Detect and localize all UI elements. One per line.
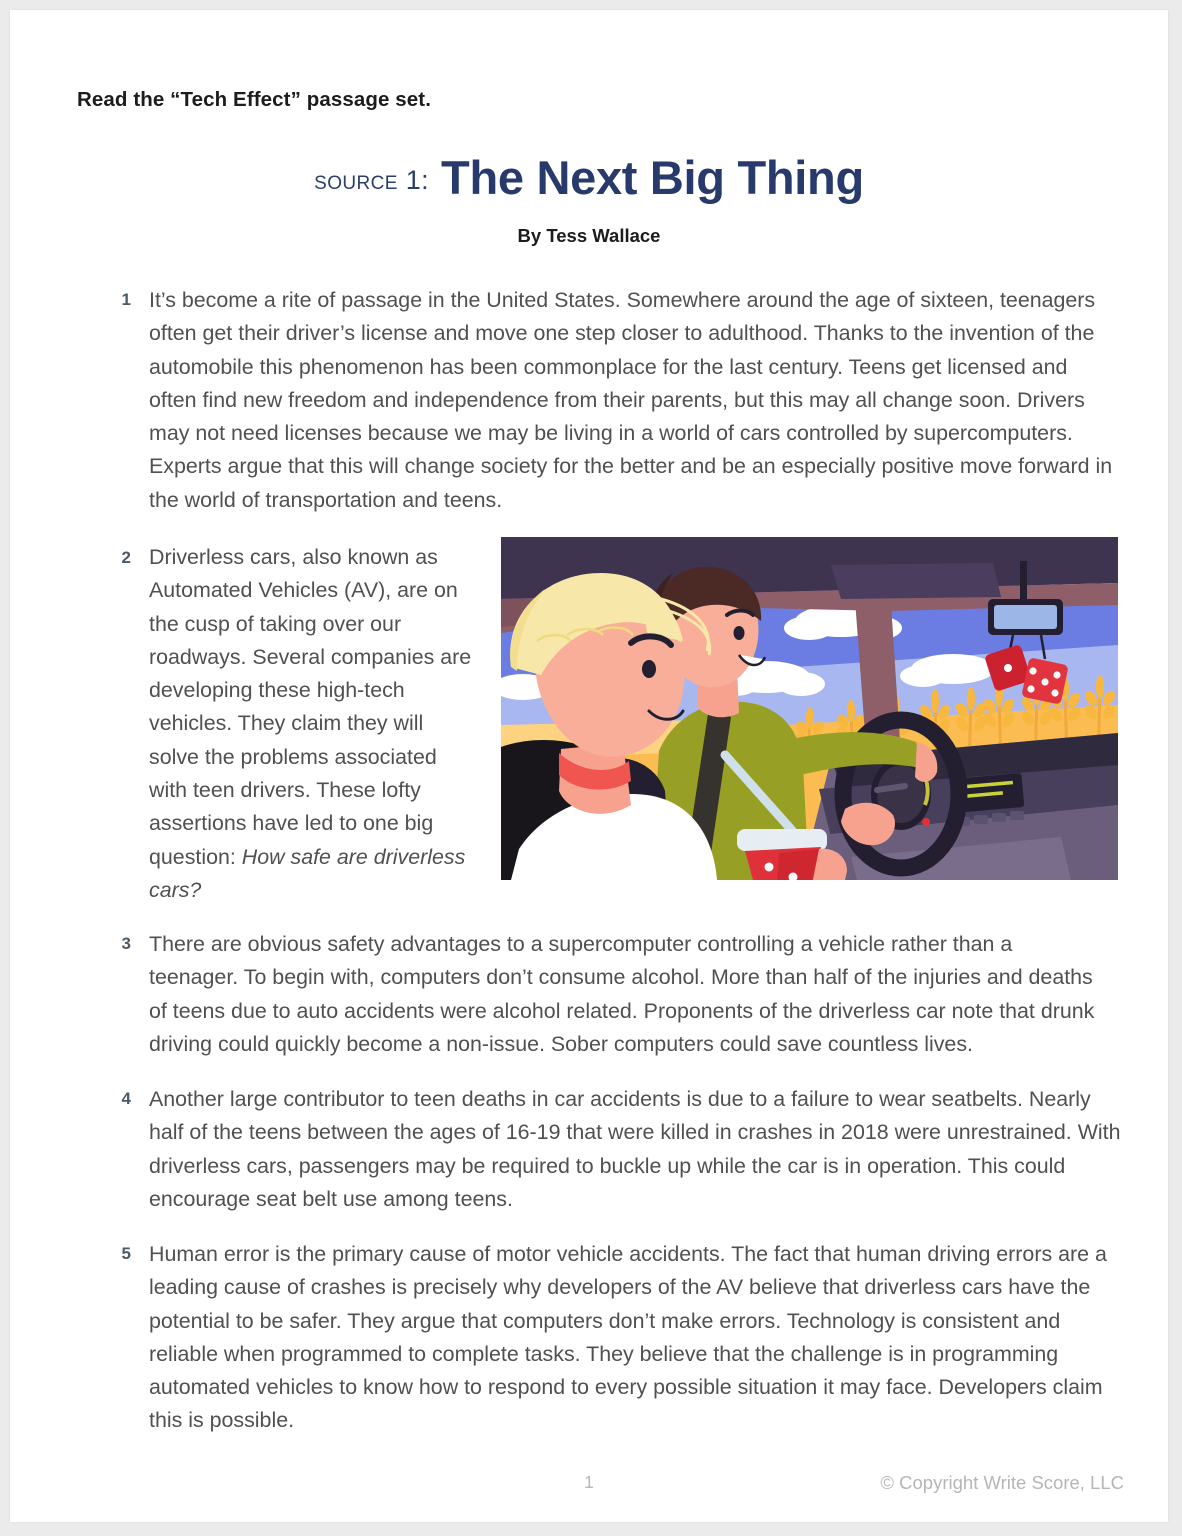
sunvisor <box>831 563 1001 599</box>
page-title: The Next Big Thing <box>441 151 864 204</box>
paragraph-number-4: 4 <box>121 1089 131 1108</box>
paragraph-4: Another large contributor to teen deaths in car accidents is due to a failure to wear seatbelts. Nearly half of the teens between the ages of 16-19 that were killed in crashes in 2018 were unrestrained. With driverless cars, passengers may be required to buckle up while the car is in operation. This could encourage seat belt use among teens. <box>149 1087 1121 1211</box>
footer-copyright: © Copyright Write Score, LLC <box>880 1472 1124 1493</box>
paragraph-2 <box>149 541 474 907</box>
reading-instruction: Read the “Tech Effect” passage set. <box>77 88 432 111</box>
author-byline: By Tess Wallace <box>517 225 661 246</box>
car-interior-illustration <box>501 537 1118 880</box>
paragraph-5: Human error is the primary cause of motor vehicle accidents. The fact that human driving errors are a leading cause of crashes is precisely why developers of the AV believe that driverless cars have the potential to be safer. They argue that computers don’t make errors. Technology is consistent and reliable when programmed to complete tasks. They believe that the challenge is in programming automated vehicles to know how to respond to every possible situation it may face. Developers claim this is possible. <box>149 1242 1107 1433</box>
paragraph-2-text: Driverless cars, also known as Automated Vehicles (AV), are on the cusp of taking over our roadways. Several companies are developing these high-tech vehicles. They claim they will solve the problems associated with teen drivers. These lofty assertions have led to one big question: <box>149 545 472 869</box>
title-block <box>10 150 1168 205</box>
car-interior-illustration-svg <box>501 537 1118 880</box>
footer-page-number: 1 <box>584 1472 594 1492</box>
paragraph-number-5: 5 <box>121 1244 131 1263</box>
paragraph-number-2: 2 <box>121 548 131 567</box>
paragraph-number-3: 3 <box>121 934 131 953</box>
source-label: source 1: <box>314 165 430 195</box>
paragraph-number-1: 1 <box>121 290 131 309</box>
paragraph-2-question: How safe are driverless cars? <box>149 844 466 902</box>
document-page <box>10 10 1168 1522</box>
paragraph-1: It’s become a rite of passage in the United States. Somewhere around the age of sixteen, teenagers often get their driver’s license and move one step closer to adulthood. Thanks to the invention of the automobile this phenomenon has been commonplace for the last century. Teens get licensed and often find new freedom and independence from their parents, but this may all change soon. Drivers may not need licenses because we may be living in a world of cars controlled by supercomputers. Experts argue that this will change society for the better and be an especially positive move forward in the world of transportation and teens. <box>149 288 1113 512</box>
paragraph-3: There are obvious safety advantages to a supercomputer controlling a vehicle rather than a teenager. To begin with, computers don’t consume alcohol. More than half of the injuries and deaths of teens due to auto accidents were alcohol related. Proponents of the driverless car note that drunk driving could quickly become a non-issue. Sober computers could save countless lives. <box>149 932 1095 1056</box>
